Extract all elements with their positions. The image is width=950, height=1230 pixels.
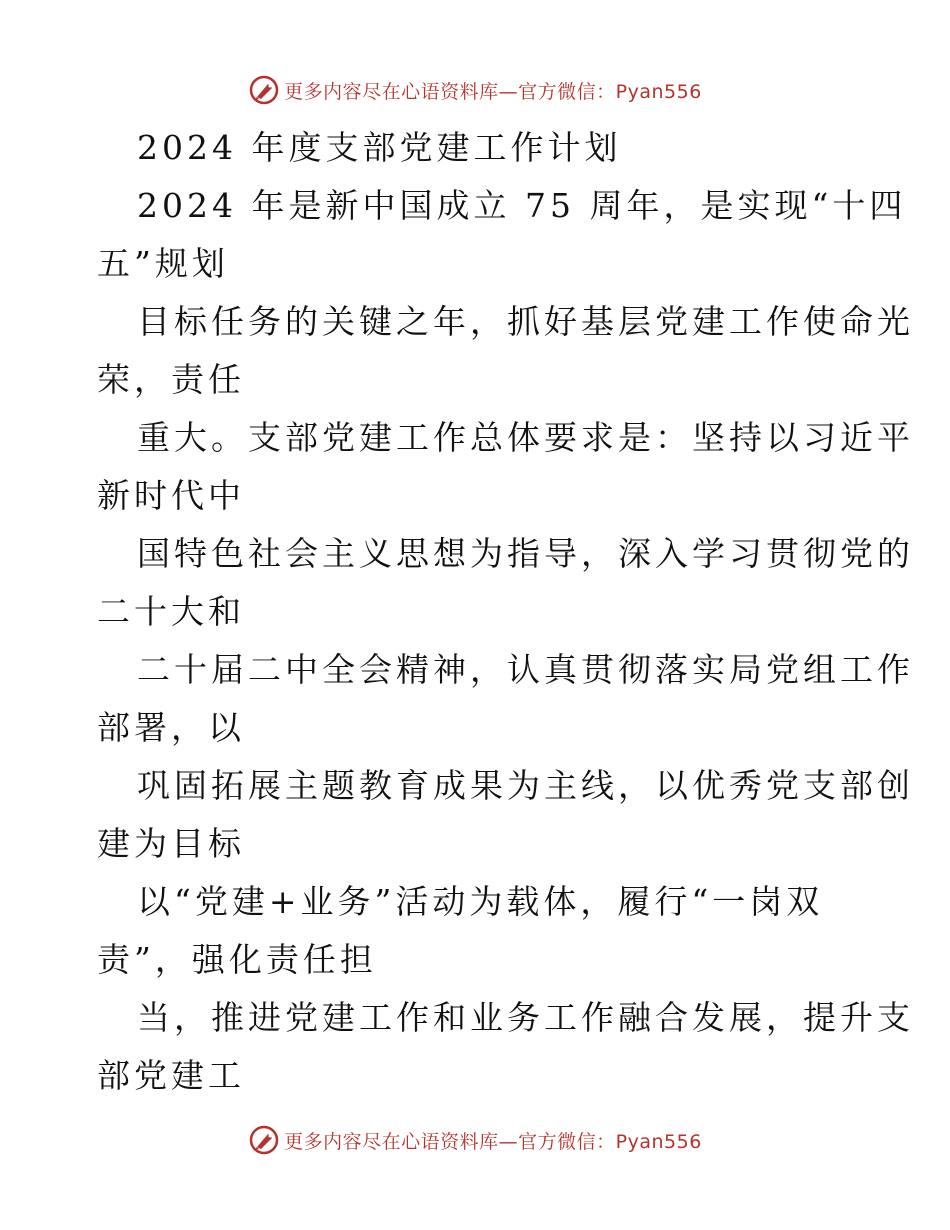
watermark-text: 更多内容尽在心语资料库—官方微信：Pyan556 bbox=[284, 80, 702, 103]
paragraph-line: 巩固拓展主题教育成果为主线，以优秀党支部创 bbox=[137, 766, 914, 805]
header-watermark-banner bbox=[0, 70, 950, 110]
paragraph-line: 荣，责任 bbox=[97, 360, 245, 399]
pen-nib-logo-icon bbox=[248, 74, 280, 106]
paragraph-line: 2024 年是新中国成立 75 周年，是实现“十四 bbox=[137, 186, 907, 225]
paragraph-line: 重大。支部党建工作总体要求是：坚持以习近平 bbox=[137, 418, 914, 457]
paragraph-line: 当，推进党建工作和业务工作融合发展，提升支 bbox=[137, 998, 914, 1037]
paragraph-line: 以“党建+业务”活动为载体，履行“一岗双 bbox=[137, 882, 824, 921]
paragraph-line: 部党建工 bbox=[97, 1056, 245, 1095]
paragraph-line: 建为目标 bbox=[97, 824, 245, 863]
pen-nib-logo-icon bbox=[248, 1124, 280, 1156]
watermark-text: 更多内容尽在心语资料库—官方微信：Pyan556 bbox=[284, 1130, 702, 1153]
paragraph-line: 目标任务的关键之年，抓好基层党建工作使命光 bbox=[137, 302, 914, 341]
paragraph-line: 责”，强化责任担 bbox=[97, 940, 377, 979]
paragraph-line: 国特色社会主义思想为指导，深入学习贯彻党的 bbox=[137, 534, 914, 573]
paragraph-line: 五”规划 bbox=[97, 244, 229, 283]
document-title: 2024 年度支部党建工作计划 bbox=[137, 128, 622, 167]
paragraph-line: 二十届二中全会精神，认真贯彻落实局党组工作 bbox=[137, 650, 914, 689]
footer-watermark-banner bbox=[0, 1120, 950, 1160]
paragraph-line: 新时代中 bbox=[97, 476, 245, 515]
paragraph-line: 二十大和 bbox=[97, 592, 245, 631]
paragraph-line: 部署，以 bbox=[97, 708, 245, 747]
